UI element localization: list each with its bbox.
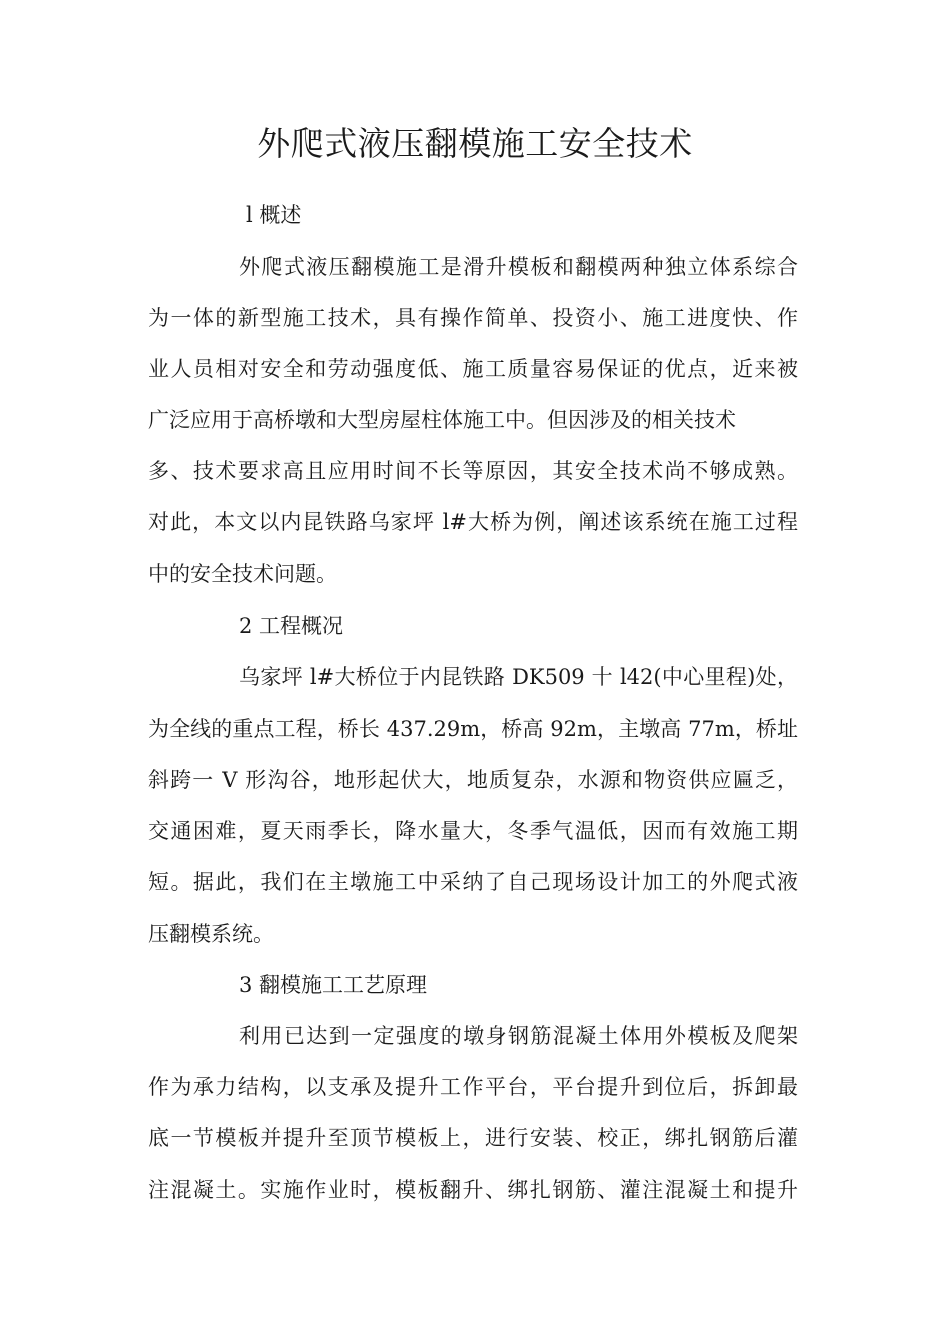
document-title: 外爬式液压翻模施工安全技术 [257, 124, 693, 163]
section-heading-project-overview: 2 工程概况 [239, 614, 344, 638]
paragraph-line: 多、技术要求高且应用时间不长等原因，其安全技术尚不够成熟。 [148, 459, 798, 483]
paragraph-line: 中的安全技术问题。 [148, 562, 337, 586]
paragraph-line: 乌家坪 l#大桥位于内昆铁路 DK509 十 l42(中心里程)处， [239, 665, 798, 689]
paragraph-line: 压翻模系统。 [148, 922, 274, 946]
paragraph-line: 广泛应用于高桥墩和大型房屋柱体施工中。但因涉及的相关技术 [148, 408, 736, 432]
paragraph-line: 注混凝土。实施作业时，模板翻升、绑扎钢筋、灌注混凝土和提升 [148, 1178, 798, 1202]
paragraph-line: 底一节模板并提升至顶节模板上，进行安装、校正，绑扎钢筋后灌 [148, 1126, 798, 1150]
paragraph-line: 斜跨一 V 形沟谷，地形起伏大，地质复杂，水源和物资供应匾乏， [148, 768, 798, 792]
paragraph-line: 业人员相对安全和劳动强度低、施工质量容易保证的优点，近来被 [148, 357, 798, 381]
paragraph-line: 利用已达到一定强度的墩身钢筋混凝土体用外模板及爬架 [239, 1024, 798, 1048]
paragraph-line: 外爬式液压翻模施工是滑升模板和翻模两种独立体系综合 [239, 255, 798, 279]
paragraph-line: 对此，本文以内昆铁路乌家坪 l#大桥为例，阐述该系统在施工过程 [148, 510, 798, 534]
section-heading-process-principle: 3 翻模施工工艺原理 [239, 973, 428, 997]
section-heading-overview: l 概述 [246, 203, 302, 227]
paragraph-line: 交通困难，夏天雨季长，降水量大，冬季气温低，因而有效施工期 [148, 819, 798, 843]
paragraph-line: 短。据此，我们在主墩施工中采纳了自己现场设计加工的外爬式液 [148, 870, 798, 894]
paragraph-line: 为全线的重点工程，桥长 437.29m，桥高 92m，主墩高 77m，桥址 [148, 717, 798, 741]
paragraph-line: 为一体的新型施工技术，具有操作简单、投资小、施工进度快、作 [148, 306, 798, 330]
paragraph-line: 作为承力结构，以支承及提升工作平台，平台提升到位后，拆卸最 [148, 1075, 798, 1099]
